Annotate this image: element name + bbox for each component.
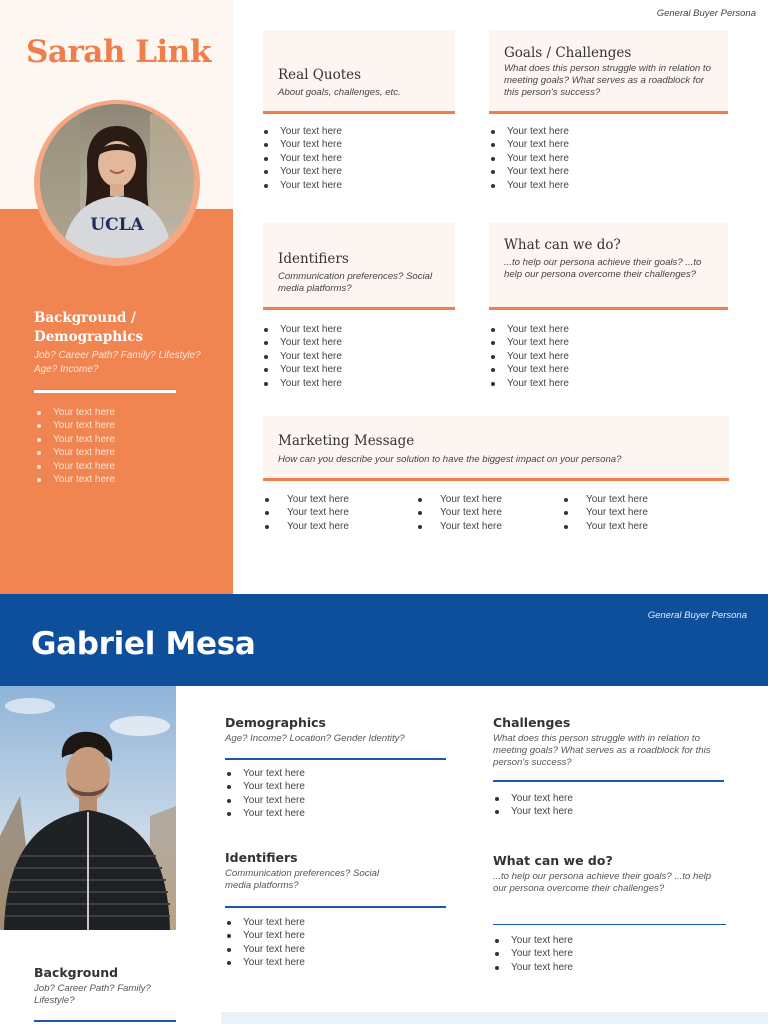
list-item: Your text here [562, 520, 648, 533]
list-item: Your text here [262, 179, 342, 192]
what-can-we-do-card [489, 223, 728, 310]
goals-card [489, 30, 728, 114]
marketing-list-col3 [562, 493, 648, 533]
what-can-we-do-title: What can we do? [504, 237, 621, 253]
list-item: Your text here [34, 473, 115, 486]
identifiers-title: Identifiers [225, 850, 298, 865]
list-item: Your text here [489, 363, 569, 376]
list-item: Your text here [34, 419, 115, 432]
list-item: Your text here [416, 506, 502, 519]
list-item: Your text here [489, 350, 569, 363]
list-item: Your text here [34, 433, 115, 446]
identifiers-divider [225, 906, 446, 908]
list-item: Your text here [225, 794, 305, 807]
man-portrait-illustration [0, 686, 176, 930]
persona-name: Gabriel Mesa [31, 626, 256, 662]
list-item: Your text here [225, 916, 305, 929]
goals-list [489, 125, 569, 192]
demographics-subtitle: Age? Income? Location? Gender Identity? [225, 733, 405, 744]
background-subtitle: Job? Career Path? Family? Lifestyle? [34, 983, 151, 1006]
persona-header-bar [0, 594, 768, 686]
list-item: Your text here [493, 961, 573, 974]
marketing-message-subtitle: How can you describe your solution to have the biggest impact on your persona? [278, 454, 622, 465]
persona-photo [0, 686, 176, 930]
list-item: Your text here [34, 460, 115, 473]
identifiers-card [263, 223, 455, 310]
goals-subtitle: What does this person struggle with in relation to meeting goals? What serves as a roadblock for this person's success? [504, 63, 711, 98]
background-divider [34, 390, 176, 393]
list-item: Your text here [562, 506, 648, 519]
marketing-panel-placeholder [221, 1012, 768, 1024]
demographics-list [225, 767, 305, 821]
list-item: Your text here [262, 336, 342, 349]
what-can-we-do-subtitle: ...to help our persona achieve their goals? ...to help our persona overcome their challenges? [504, 257, 702, 280]
persona-card-gabriel [0, 594, 768, 1024]
woman-portrait-illustration [40, 104, 194, 258]
marketing-list-col1 [263, 493, 349, 533]
list-item: Your text here [489, 138, 569, 151]
identifiers-list [225, 916, 305, 970]
real-quotes-subtitle: About goals, challenges, etc. [278, 87, 401, 98]
list-item: Your text here [225, 929, 305, 942]
marketing-message-card [263, 416, 729, 481]
list-item: Your text here [489, 336, 569, 349]
list-item: Your text here [262, 165, 342, 178]
list-item: Your text here [34, 406, 115, 419]
shirt-text: UCLA [90, 215, 144, 235]
list-item: Your text here [416, 520, 502, 533]
list-item: Your text here [489, 165, 569, 178]
list-item: Your text here [489, 377, 569, 390]
identifiers-subtitle: Communication preferences? Social media platforms? [278, 271, 433, 294]
challenges-divider [493, 780, 724, 782]
list-item: Your text here [262, 152, 342, 165]
list-item: Your text here [562, 493, 648, 506]
what-can-we-do-subtitle: ...to help our persona achieve their goals? ...to help our persona overcome their challenges? [493, 871, 712, 894]
real-quotes-title: Real Quotes [278, 67, 362, 83]
list-item: Your text here [262, 377, 342, 390]
identifiers-subtitle: Communication preferences? Social media platforms? [225, 868, 380, 891]
background-divider [34, 1020, 176, 1022]
goals-title: Goals / Challenges [504, 45, 632, 61]
list-item: Your text here [263, 520, 349, 533]
identifiers-section [225, 850, 450, 892]
background-title: Background [34, 965, 119, 980]
list-item: Your text here [263, 506, 349, 519]
list-item: Your text here [225, 956, 305, 969]
challenges-title: Challenges [493, 715, 571, 730]
list-item: Your text here [262, 138, 342, 151]
list-item: Your text here [225, 767, 305, 780]
real-quotes-list [262, 125, 342, 192]
what-can-we-do-section [493, 853, 715, 895]
marketing-list-col2 [416, 493, 502, 533]
challenges-subtitle: What does this person struggle with in relation to meeting goals? What serves as a roadblock for this person's success? [493, 733, 711, 768]
persona-type-label: General Buyer Persona [647, 610, 747, 621]
list-item: Your text here [225, 807, 305, 820]
list-item: Your text here [262, 363, 342, 376]
what-can-we-do-divider [493, 924, 726, 925]
list-item: Your text here [489, 125, 569, 138]
what-can-we-do-title: What can we do? [493, 853, 613, 868]
demographics-section [225, 715, 450, 745]
list-item: Your text here [225, 780, 305, 793]
background-list [34, 406, 115, 486]
list-item: Your text here [225, 943, 305, 956]
list-item: Your text here [263, 493, 349, 506]
background-subtitle: Job? Career Path? Family? Lifestyle? Age? Income? [34, 350, 201, 375]
list-item: Your text here [489, 152, 569, 165]
list-item: Your text here [493, 805, 573, 818]
list-item: Your text here [262, 350, 342, 363]
persona-photo [40, 104, 194, 258]
list-item: Your text here [489, 323, 569, 336]
identifiers-list [262, 323, 342, 390]
list-item: Your text here [493, 947, 573, 960]
real-quotes-card [263, 30, 455, 114]
background-title: Background / Demographics [34, 310, 144, 345]
list-item: Your text here [262, 323, 342, 336]
list-item: Your text here [262, 125, 342, 138]
challenges-list [493, 792, 573, 819]
list-item: Your text here [493, 934, 573, 947]
background-section [34, 965, 184, 1007]
demographics-title: Demographics [225, 715, 326, 730]
demographics-divider [225, 758, 446, 760]
persona-type-label: General Buyer Persona [656, 8, 756, 19]
identifiers-title: Identifiers [278, 251, 349, 267]
what-can-we-do-list [493, 934, 573, 974]
list-item: Your text here [416, 493, 502, 506]
list-item: Your text here [34, 446, 115, 459]
list-item: Your text here [493, 792, 573, 805]
list-item: Your text here [489, 179, 569, 192]
challenges-section [493, 715, 715, 769]
persona-name: Sarah Link [26, 34, 211, 70]
marketing-message-title: Marketing Message [278, 433, 415, 449]
sidebar-bottom-panel [0, 209, 233, 594]
what-can-we-do-list [489, 323, 569, 390]
